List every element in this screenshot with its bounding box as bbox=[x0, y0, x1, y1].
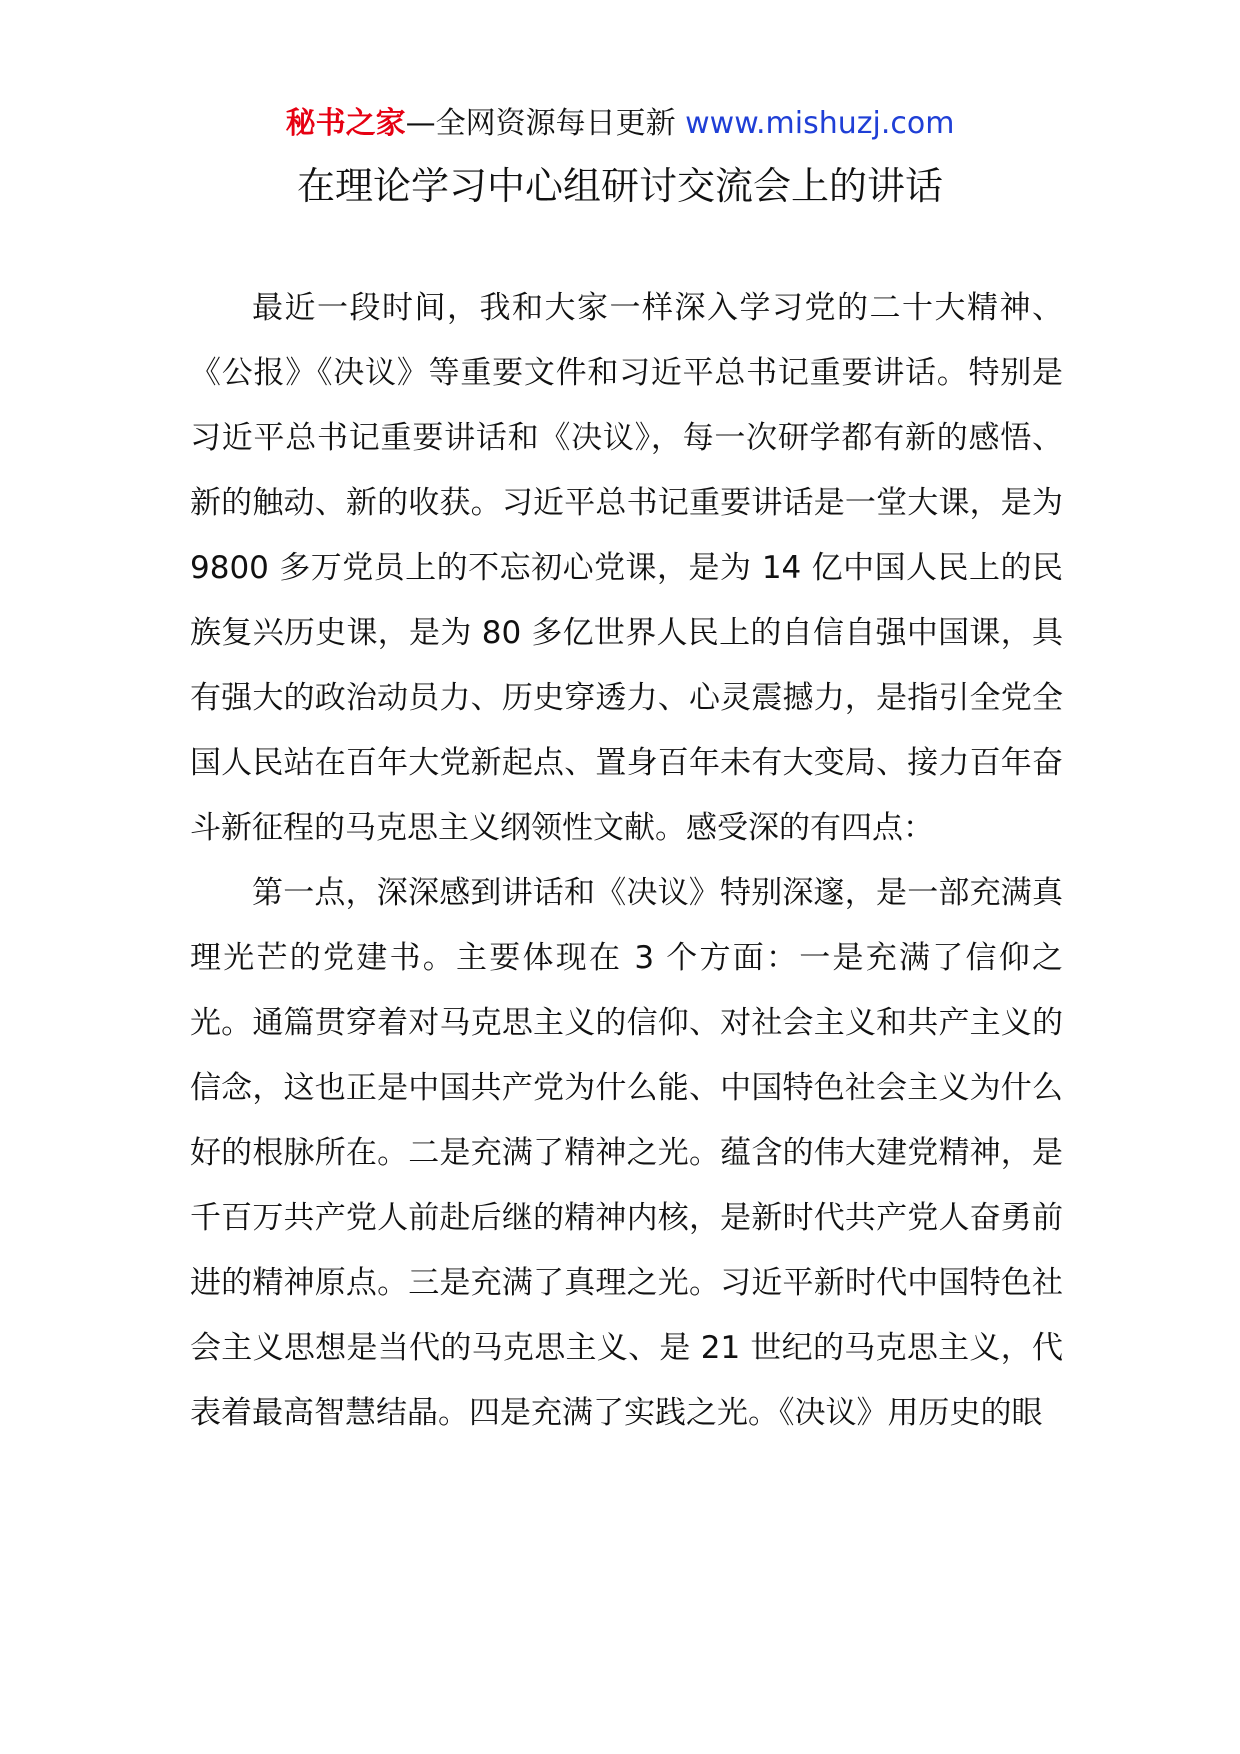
header-tagline: —全网资源每日更新 bbox=[405, 106, 686, 141]
brand-name: 秘书之家 bbox=[285, 106, 406, 141]
site-header bbox=[0, 104, 1240, 144]
site-url-link[interactable]: www.mishuzj.com bbox=[685, 106, 955, 141]
document-body bbox=[190, 276, 1063, 1446]
document-title: 在理论学习中心组研讨交流会上的讲话 bbox=[296, 164, 943, 208]
paragraph-1: 最近一段时间，我和大家一样深入学习党的二十大精神、《公报》《决议》等重要文件和习近平总书记重要讲话。特别是习近平总书记重要讲话和《决议》，每一次研学都有新的感悟、新的触动、新的收获。习近平总书记重要讲话是一堂大课，是为 9800 多万党员上的不忘初心党课，是为 14 亿中国人民上的民族复兴历史课，是为 80 多亿世界人民上的自信自强中国课，具有强大的政治动员力、历史穿透力、心灵震撼力，是指引全党全国人民站在百年大党新起点、置身百年未有大变局、接力百年奋斗新征程的马克思主义纲领性文献。感受深的有四点： bbox=[190, 290, 1063, 846]
paragraph-2: 第一点，深深感到讲话和《决议》特别深邃，是一部充满真理光芒的党建书。主要体现在 3 个方面：一是充满了信仰之光。通篇贯穿着对马克思主义的信仰、对社会主义和共产主义的信念，这也正是中国共产党为什么能、中国特色社会主义为什么好的根脉所在。二是充满了精神之光。蕴含的伟大建党精神，是千百万共产党人前赴后继的精神内核，是新时代共产党人奋勇前进的精神原点。三是充满了真理之光。习近平新时代中国特色社会主义思想是当代的马克思主义、是 21 世纪的马克思主义，代表着最高智慧结晶。四是充满了实践之光。《决议》用历史的眼 bbox=[190, 875, 1063, 1431]
